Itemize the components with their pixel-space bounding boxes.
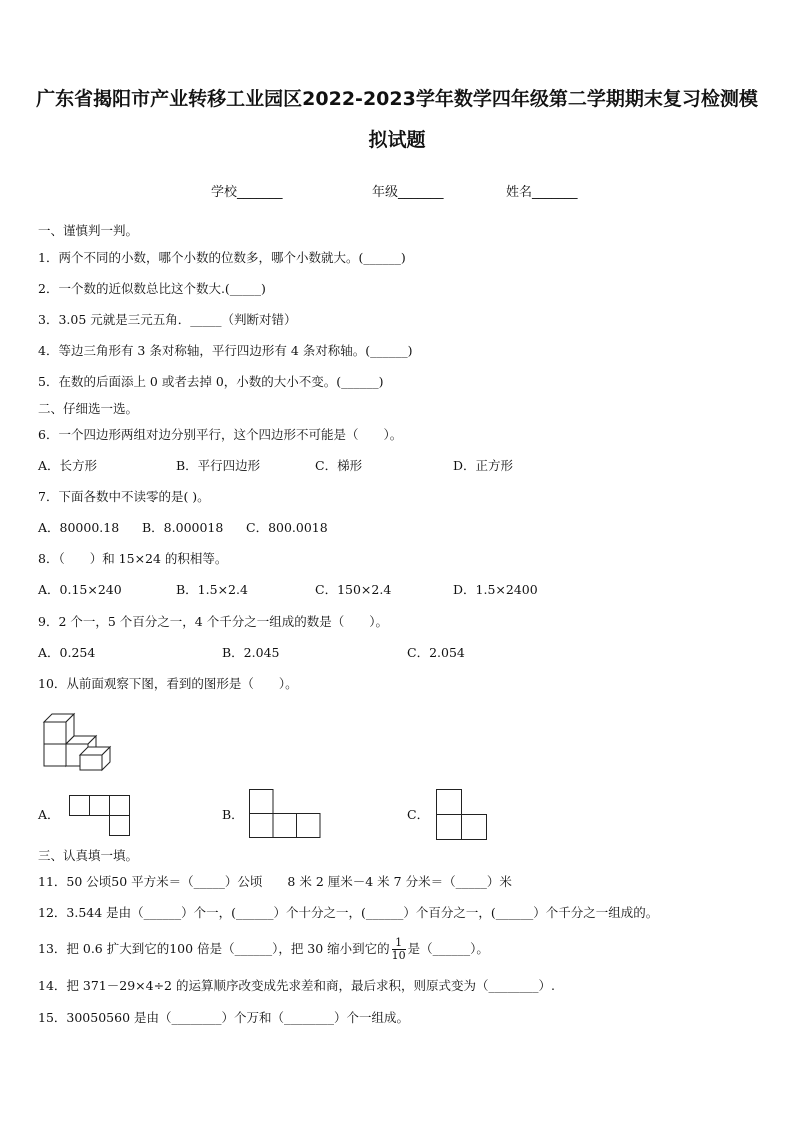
question-13-part-b: 是（______）。 [407, 941, 489, 956]
question-13-part-a: 13．把 0.6 扩大到它的100 倍是（______），把 30 缩小到它的 [38, 941, 390, 956]
section-1-heading: 一、谨慎判一判。 [38, 223, 139, 238]
page-title-line-2: 拟试题 [368, 129, 426, 151]
q10-option-c-shape [436, 789, 488, 841]
q6-option-a[interactable]: A．长方形 [38, 458, 98, 473]
question-8: 8．（ ）和 15×24 的积相等。 [38, 551, 228, 566]
section-2-heading: 二、仔细选一选。 [38, 401, 139, 416]
q8-option-b[interactable]: B．1.5×2.4 [176, 582, 248, 597]
q8-option-a[interactable]: A．0.15×240 [38, 582, 122, 597]
question-1: 1．两个不同的小数，哪个小数的位数多，哪个小数就大。(______) [38, 250, 406, 265]
q10-option-b[interactable]: B． [222, 807, 244, 822]
q7-option-b[interactable]: B．8.000018 [142, 520, 224, 535]
q10-option-c[interactable]: C． [407, 807, 430, 822]
q7-option-a[interactable]: A．80000.18 [38, 520, 120, 535]
question-12: 12．3.544 是由（______）个一，(______）个十分之一，(______）个百分之一，(______）个千分之一组成的。 [38, 905, 659, 920]
question-9: 9．2 个一，5 个百分之一，4 个千分之一组成的数是（ ）。 [38, 614, 388, 629]
question-3: 3．3.05 元就是三元五角．_____（判断对错） [38, 312, 297, 327]
q10-option-a-shape [69, 795, 131, 836]
q7-option-c[interactable]: C．800.0018 [246, 520, 328, 535]
name-field[interactable]: 姓名_______ [506, 185, 578, 200]
q8-option-d[interactable]: D．1.5×2400 [453, 582, 538, 597]
question-4: 4．等边三角形有 3 条对称轴，平行四边形有 4 条对称轴。(______) [38, 343, 413, 358]
school-field[interactable]: 学校_______ [211, 185, 283, 200]
question-14: 14．把 371－29×4÷2 的运算顺序改变成先求差和商，最后求积，则原式变为（________）. [38, 978, 555, 993]
fraction-numerator: 1 [392, 937, 406, 950]
q6-option-d[interactable]: D．正方形 [453, 458, 514, 473]
fraction-denominator: 10 [391, 949, 406, 962]
q10-option-b-shape [249, 789, 321, 838]
cube-stack-figure [44, 712, 119, 770]
question-13 [38, 934, 489, 964]
page-title-line-1: 广东省揭阳市产业转移工业园区2022-2023学年数学四年级第二学期期末复习检测模 [36, 88, 758, 110]
question-5: 5．在数的后面添上 0 或者去掉 0，小数的大小不变。(______) [38, 374, 384, 389]
q6-option-b[interactable]: B．平行四边形 [176, 458, 261, 473]
question-6: 6．一个四边形两组对边分别平行，这个四边形不可能是（ ）。 [38, 427, 403, 442]
q9-option-a[interactable]: A．0.254 [38, 645, 96, 660]
fraction-one-tenth [392, 937, 406, 962]
q9-option-c[interactable]: C．2.054 [407, 645, 465, 660]
q9-option-b[interactable]: B．2.045 [222, 645, 280, 660]
question-7: 7．下面各数中不读零的是( )。 [38, 489, 210, 504]
q8-option-c[interactable]: C．150×2.4 [315, 582, 392, 597]
question-15: 15．30050560 是由（________）个万和（________）个一组成。 [38, 1010, 410, 1025]
q10-option-a[interactable]: A． [38, 807, 60, 822]
grade-field[interactable]: 年级_______ [372, 185, 444, 200]
q6-option-c[interactable]: C．梯形 [315, 458, 363, 473]
section-3-heading: 三、认真填一填。 [38, 848, 139, 863]
question-11: 11．50 公顷50 平方米＝（_____）公顷 8 米 2 厘米－4 米 7 分米＝（_____）米 [38, 874, 512, 889]
question-2: 2．一个数的近似数总比这个数大.(_____) [38, 281, 266, 296]
question-10: 10．从前面观察下图，看到的图形是（ ）。 [38, 676, 298, 691]
